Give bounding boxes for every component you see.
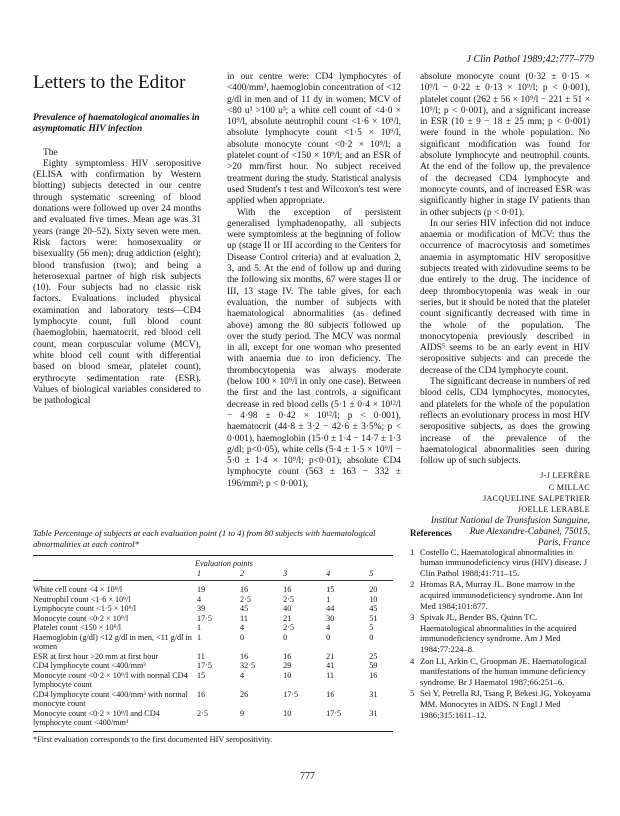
table-cell: 0 [240,632,245,642]
table-footnote: *First evaluation corresponds to the first documented HIV seropositivity. [33,734,273,744]
table-row-label: ESR at first hour >20 mm at first hour [33,651,159,661]
paragraph-results-cont: absolute monocyte count (0·32 ± 0·15 × 10⁹/l − 0·22 ± 0·13 × 10⁹/l; p < 0·001), platelet count (262 ± 56 × 10⁹/l − 221 ± 51 × 10⁹/l; p < 0·001), and a significant increase in ESR (10 ± 9 − 18 ± 25 mm; p < 0·001) were found in the whole population. No significant modification was found for absolute lymphocyte and neutrophil counts. At the end of the follow up, the prevalence of the decreased CD4 lymphocyte and monocyte counts, and of increased ESR was significantly higher in stage IV patients than in other subjects (p < 0·01). [420,72,590,218]
table-row [33,652,393,662]
text-column-3 [420,72,590,549]
table-cell: 45 [369,604,378,613]
journal-reference: J Clin Pathol 1989;42:777–779 [466,54,594,65]
table-column-header: 4 [324,569,367,581]
text-column-2 [227,72,401,490]
paragraph-discussion: In our series HIV infection did not induce anaemia or modification of MCV: thus the occurrence of macrocytosis and sometimes anaemia in asymptomatic HIV seropositive subjects treated with zidovudine seems to be due entirely to the drug. The incidence of deep thrombocytopenia was weak in our series, but it should be noted that the platelet count significantly decreased with time in the whole of the population. The monocytopenia previously described in AIDS⁵ seems to be an early event in HIV seropositive subjects and can precede the decrease of the CD4 lymphocyte count. [420,218,590,376]
table-row-label: Monocyte count <0·2 × 10⁹/l and CD4 lymphocyte count <400/mm³ [33,709,195,732]
table-row [33,671,393,690]
table-cell: 21 [283,613,292,623]
page-number: 777 [300,771,315,782]
references-list [410,547,592,721]
table-cell: 2·5 [283,623,295,632]
references-section [410,528,592,721]
author-name: JACQUELINE SALPETRIER [482,493,590,503]
table-cell: 26 [240,689,249,699]
table-cell: 51 [369,613,378,623]
paragraph-results: With the exception of persistent generalised lymphadenopathy, all subjects were symptomless at the beginning of follow up (stage II or III according to the Centers for Disease Control criteria) and at evaluation 2, 3, and 5. At the end of follow up and during the following six months, 67 were stages II or III, 13 stage IV. The table gives, for each evaluation, the number of subjects with haematological abnormalities (as defined above) among the 80 subjects followed up over the study period. The MCV was normal in all, except for one woman who presented with anaemia due to iron deficiency. The thrombocytopenia was always moderate (below 100 × 10⁹/l in only one case). Between the first and the last controls, a significant decrease in red blood cells (5·1 ± 0·4 × 10¹²/l − 4·98 ± 0·42 × 10¹²/l; p < 0·001), haematocrit (44·8 ± 3·2 − 42·6 ± 3·5%; p < 0·001), haemoglobin (15·0 ± 1·4 − 14·7 ± 1·3 g/dl; p<0·05), white cells (5·4 ± 1·5 × 10⁹/l − 5·0 ± 1·4 × 10⁹/l; p<0·01), absolute CD4 lymphocyte count (563 ± 163 − 332 ± 196/mm³; p < 0·001), [227,207,401,489]
paragraph-methods: Eighty symptomless HIV seropositive (ELISA with confirmation by Western blotting) subjects detected in our centre through systematic screening of blood donations were followed up over 24 months and evaluated five times. Mean age was 31 years (range 20–52). Sixty seven were men. Risk factors were: homosexuality or bisexuality (56 men); drug addiction (eight); blood transfusion (two); and being a heterosexual partner of high risk subjects (10). Four subjects had no classic risk factors. Evaluations included physical examination and laboratory tests—CD4 lymphocyte count, full blood count (haemoglobin, haematocrit, red blood cell count, mean corpuscular volume (MCV), white blood cell count with differential based on blood smear, platelet count), erythrocyte sedimentation rate (ESR). Values of biological variables considered to be pathological [33,158,201,407]
table-row-label: Haemoglobin (g/dl) <12 g/dl in men, <11 g/dl in women [33,632,192,651]
table-cell: 59 [369,661,378,670]
haematology-table [33,555,393,732]
reference-number: 3 [410,612,415,623]
table-cell: 9 [238,709,281,732]
table-cell: 16 [240,585,249,594]
table-row [33,633,393,652]
table-cell: 4 [240,623,245,632]
table-cell: 16 [283,651,292,661]
table-cell: 41 [326,661,335,670]
table-cell: 19 [197,585,206,594]
table-cell: 4 [326,623,331,632]
paragraph-methods-cont: in our centre were: CD4 lymphocytes of <400/mm³, haemoglobin concentration of <12 g/dl in men and of 11 dy in women; MCV of <80 u³ >100 u³; a white cell count of <4·0 × 10⁹/l, absolute neutrophil count <1·6 × 10⁹/l, absolute lymphocyte count <1·5 × 10⁹/l, absolute monocyte count <0·2 × 10⁹/l; a platelet count of <150 × 10⁹/l; and an ESR of >20 mm/first hour. No subject received treatment during the study. Statistical analysis used Student's t test and Wilcoxon's test were applied when appropriate. [227,72,401,207]
table-cell: 2·5 [240,594,251,604]
reference-item [410,579,592,611]
table-row [33,604,393,614]
table-column-header: 5 [367,569,393,581]
author-name: JOELLE LERABLE [517,505,590,515]
table-cell: 40 [283,604,292,613]
section-title: Letters to the Editor [33,72,186,93]
reference-text: Hromas RA, Murray JL. Bone marrow in the acquired immunodeficiency syndrome. Ann Int Med 1984;101:877. [420,579,583,611]
table-cell: 11 [326,670,335,680]
table-row-label: Monocyte count <0·2 × 10⁹/l with normal CD4 lymphocyte count [33,670,188,689]
table-cell: 10 [281,709,324,732]
reference-text: Spivak JL, Bender BS, Quinn TC. Haematological abnormalities in the acquired immunodeficiency syndrome. Am J Med 1984;77:224–8. [420,612,577,654]
affiliation-line: Rue Alexandre-Cabanel, 75015, [469,526,590,537]
paragraph-intro: The [43,147,58,158]
table-cell: 0 [369,632,374,642]
table-cell: 44 [326,604,335,613]
table-cell: 2·5 [195,709,238,732]
table-row [33,595,393,605]
table-row-label: CD4 lymphocyte count <400/mm³ with normal monocyte count [33,689,188,708]
table-cell: 4 [197,594,202,604]
reference-item [410,656,592,688]
table-row [33,661,393,671]
table-cell: 16 [326,689,335,699]
table-row-label: Lymphocyte count <1·5 × 10⁹/l [33,604,137,613]
table-cell: 0 [283,632,288,642]
table-cell: 45 [240,604,249,613]
table-column-header: 3 [281,569,324,581]
table-cell: 20 [369,585,378,594]
table-body [33,581,393,732]
reference-number: 1 [410,546,415,557]
table-row [33,614,393,624]
author-name: J-J LEFRÈRE [540,471,590,481]
table-row [33,623,393,633]
table-cell: 29 [283,661,292,670]
table-cell: 1 [326,594,331,604]
table-cell: 16 [197,689,206,699]
table-cell: 31 [369,689,378,699]
text-column-1 [33,113,201,407]
table-cell: 31 [367,709,393,732]
reference-number: 2 [410,579,415,590]
table-cell: 17·5 [283,689,299,699]
table-cell: 1 [197,623,202,632]
table-cell: 5 [369,623,374,632]
table-cell: 17·5 [324,709,367,732]
table-column-header: 1 [195,569,238,581]
table-row-label: Monocyte count <0·2 × 10⁹/l [33,613,129,623]
table-cell: 16 [369,670,378,680]
table-cell: 1 [197,632,202,642]
table-cell: 21 [326,651,335,661]
reference-number: 4 [410,655,415,666]
table-row [33,690,393,709]
table-row-label: Platelet count <150 × 10⁹/l [33,623,122,632]
references-title: References [410,528,452,538]
author-name: C MILLAC [548,482,590,492]
paragraph-conclusion: The significant decrease in numbers of red blood cells, CD4 lymphocytes, monocytes, and platelets for the whole of the population reflects an evolutionary process in most HIV seropositive subjects, as does the growing increase of the prevalence of the haematological abnormalities seen during follow up of such subjects. [420,377,590,467]
table-column-header: 2 [238,569,281,581]
table-cell: 15 [197,670,206,680]
table-row-label: CD4 lymphocyte count <400/mm³ [33,661,146,670]
table-cell: 11 [240,613,248,623]
table-cell: 30 [326,613,335,623]
table-cell: 2·5 [283,594,295,604]
table-cell: 17·5 [197,661,213,670]
table-cell: 10 [369,594,378,604]
reference-text: Costello C. Haematological abnormalities in human immunodeficiency virus (HIV) disease. J Clin Pathol 1988;41:711–15. [420,546,588,578]
table-cell: 11 [197,651,205,661]
article-title: Prevalence of haematological anomalies in asymptomatic HIV infection [33,113,200,135]
table-cell: 4 [240,670,245,680]
reference-item [410,612,592,654]
table-cell: 16 [240,651,249,661]
reference-number: 5 [410,688,415,699]
reference-text: Sei Y, Petrella RJ, Tsang P, Bekesi JG, Yokoyama MM. Monocytes in AIDS. N Engl J Med 1986;315:1611–12. [420,688,591,720]
table-caption: Table Percentage of subjects at each evaluation point (1 to 4) from 80 subjects with haematological abnormalities at each control* [33,528,376,549]
reference-item [410,547,592,579]
table-cell: 39 [197,604,206,613]
table-row [33,581,393,595]
table-cell: 16 [283,585,292,594]
table-cell: 25 [369,651,378,661]
table-cell: 10 [283,670,292,680]
affiliation-line: Paris, France [537,538,590,549]
table-cell: 0 [326,632,331,642]
table-group-header: Evaluation points [195,556,393,569]
table-cell: 15 [326,585,335,594]
table-cell: 32·5 [240,661,256,670]
affiliation-line: Institut National de Transfusion Sanguine, [430,515,590,526]
table-row-label: White cell count <4 × 10⁹/l [33,585,123,594]
table-row-label: Neutrophil count <1·6 × 10⁹/l [33,594,131,604]
table-row [33,709,393,732]
data-table-section [33,528,393,744]
table-cell: 17·5 [197,613,213,623]
reference-text: Zon LI, Arkin C, Groopman JE. Haematological manifestations of the human immune deficiency syndrome. Br J Haematol 1987;66:251–6. [420,655,587,687]
reference-item [410,688,592,720]
